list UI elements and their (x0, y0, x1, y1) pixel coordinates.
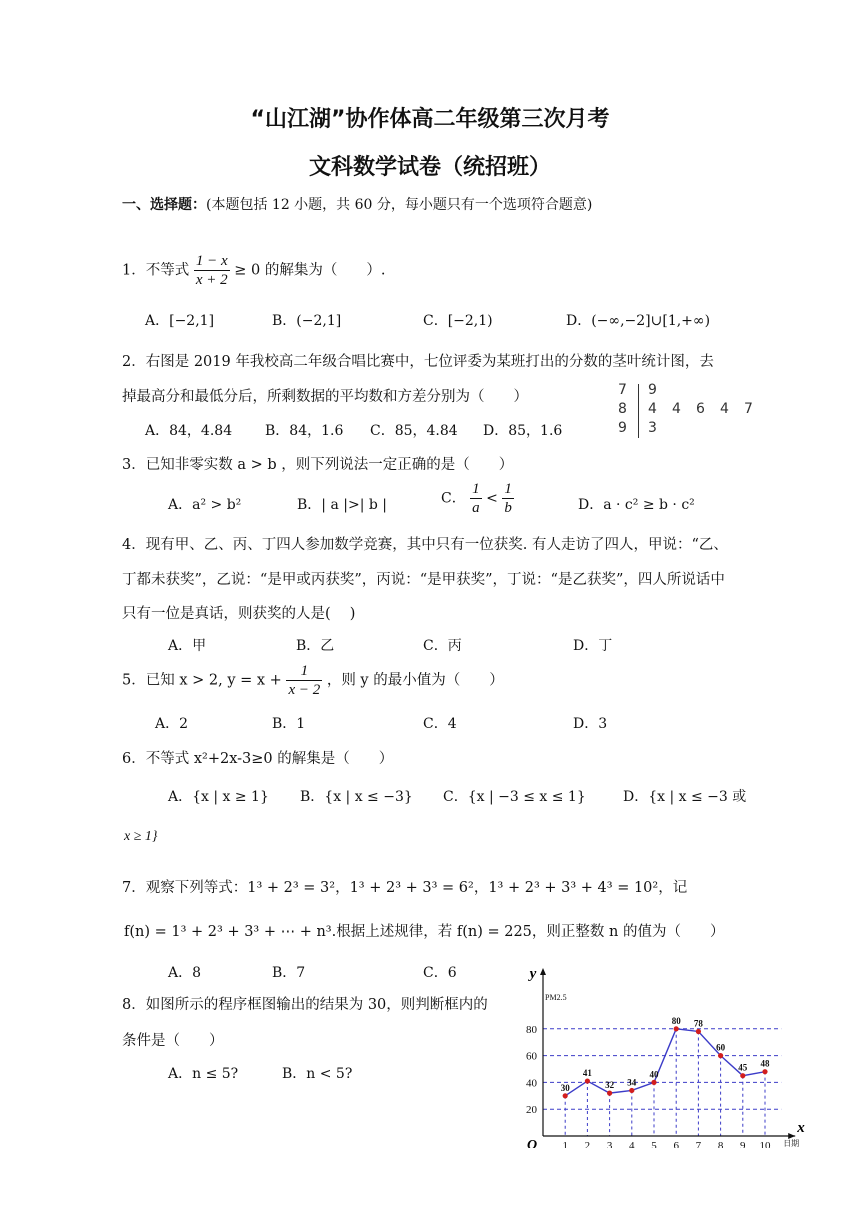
pm25-line-chart (505, 958, 830, 1148)
q6-line: 6．不等式 x²+2x-3≥0 的解集是（ ） (122, 751, 394, 767)
data-label-8: 60 (716, 1042, 726, 1053)
q2-option-c: C．85，4.84 (370, 423, 458, 439)
leaf-8-5: 7 (744, 401, 753, 417)
q5-frac-num: 1 (286, 662, 322, 681)
leaf-7-1: 9 (648, 382, 657, 398)
y-axis-arrow (540, 968, 546, 975)
q7-line1: 7．观察下列等式：1³ + 2³ = 3²，1³ + 2³ + 3³ = 6²，1³ + 2³ + 3³ + 4³ = 10²，记 (122, 880, 688, 896)
data-label-1: 30 (560, 1082, 570, 1093)
q3-option-c (441, 480, 514, 517)
data-label-5: 40 (649, 1069, 659, 1080)
question-5 (122, 662, 504, 699)
question-1 (122, 252, 385, 289)
stem-9: 9 (618, 420, 627, 436)
series-line (565, 1029, 765, 1096)
data-label-2: 41 (582, 1068, 592, 1079)
leaf-8-4: 4 (720, 401, 729, 417)
q2-line2: 掉最高分和最低分后，所剩数据的平均数和方差分别为（ ） (122, 389, 528, 405)
data-label-9: 45 (738, 1062, 748, 1073)
x-tick-label-10: 10 (759, 1140, 771, 1148)
q3-c-num1: 1 (472, 481, 480, 497)
q3-c-frac2 (502, 480, 514, 517)
y-axis-label: y (529, 966, 537, 982)
q3-option-c-label: C． (441, 490, 466, 507)
q5-option-a: A．2 (155, 716, 189, 732)
stem-8: 8 (618, 401, 627, 417)
q5-post: ，则 y 的最小值为（ ） (326, 672, 504, 689)
q2-option-d: D．85，1.6 (483, 423, 563, 439)
q4-line2: 丁都未获奖”，乙说：“是甲或丙获奖”，丙说：“是甲获奖”，丁说：“是乙获奖”，四人所说话中 (122, 572, 725, 588)
q5-pre: 5．已知 x > 2, y = x + (122, 672, 282, 689)
y-tick-label-40: 40 (526, 1077, 537, 1090)
q7-line2: f(n) = 1³ + 2³ + 3³ + ⋯ + n³.根据上述规律，若 f(n) = 225，则正整数 n 的值为（ ） (124, 924, 725, 940)
data-point-9 (740, 1073, 745, 1078)
leaf-9-1: 3 (648, 420, 657, 436)
q2-line1: 2．右图是 2019 年我校高二年级合唱比赛中，七位评委为某班打出的分数的茎叶统计图，去 (122, 354, 714, 370)
q4-option-a: A．甲 (168, 638, 207, 654)
q1-frac-num: 1 − x (195, 253, 228, 269)
section-heading (122, 194, 592, 214)
q3-option-d: D．a · c² ≥ b · c² (578, 497, 695, 513)
x-tick-label-5: 5 (651, 1140, 657, 1148)
q1-pre: 不等式 (145, 262, 190, 279)
data-point-2 (585, 1078, 590, 1083)
x-axis-sublabel: 日期 (783, 1139, 800, 1148)
y-tick-label-80: 80 (526, 1023, 537, 1036)
q4-line1: 4．现有甲、乙、丙、丁四人参加数学竞赛，其中只有一位获奖. 有人走访了四人，甲说：“乙、 (122, 537, 728, 553)
q4-line3: 只有一位是真话，则获奖的人是( ) (122, 606, 356, 622)
q1-fraction (194, 252, 230, 289)
q5-fraction (286, 662, 322, 699)
q4-option-c: C．丙 (423, 638, 462, 654)
x-tick-label-2: 2 (584, 1140, 591, 1148)
q5-frac-den: x − 2 (288, 682, 321, 698)
section-note: (本题包括 12 小题，共 60 分，每小题只有一个选项符合题意) (206, 197, 593, 213)
section-heading-label: 一、选择题： (122, 197, 206, 213)
q6-option-a: A．{x | x ≥ 1} (168, 789, 269, 805)
q1-option-b: B．(−2,1] (272, 313, 342, 329)
data-label-3: 32 (605, 1080, 615, 1091)
q1-option-a: A．[−2,1] (145, 313, 215, 329)
data-label-10: 48 (760, 1058, 770, 1069)
data-point-6 (674, 1026, 679, 1031)
leaf-8-1: 4 (648, 401, 657, 417)
q1-option-d: D．(−∞,−2]∪[1,+∞) (566, 313, 711, 329)
q3-option-a: A．a² > b² (168, 497, 242, 513)
data-point-8 (718, 1053, 723, 1058)
stem-leaf-plot (616, 382, 766, 442)
y-axis-sublabel: PM2.5 (545, 993, 567, 1002)
x-tick-label-1: 1 (562, 1140, 568, 1148)
q3-c-lt: < (486, 490, 498, 507)
q4-option-d: D．丁 (573, 638, 613, 654)
q7-option-c: C．6 (423, 965, 457, 981)
q7-option-b: B．7 (272, 965, 306, 981)
stem-leaf-divider (638, 384, 639, 438)
data-point-4 (629, 1088, 634, 1093)
x-tick-label-4: 4 (629, 1140, 635, 1148)
q3-line: 3．已知非零实数 a > b ，则下列说法一定正确的是（ ） (122, 457, 514, 473)
x-tick-label-6: 6 (673, 1140, 679, 1148)
q1-option-c: C．[−2,1) (423, 313, 493, 329)
q2-option-b: B．84，1.6 (265, 423, 344, 439)
x-tick-label-3: 3 (606, 1140, 613, 1148)
data-label-7: 78 (693, 1018, 703, 1029)
x-axis-label: x (797, 1120, 805, 1136)
q7-option-a: A．8 (168, 965, 202, 981)
chart-svg (505, 958, 830, 1148)
q3-c-den1: a (472, 500, 480, 516)
q3-c-num2: 1 (504, 481, 512, 497)
q6-option-d: D．{x | x ≤ −3 或 (623, 789, 747, 805)
data-point-7 (696, 1029, 701, 1034)
x-tick-label-9: 9 (740, 1140, 746, 1148)
q3-c-frac1 (470, 480, 482, 517)
data-label-6: 80 (671, 1015, 681, 1026)
data-point-3 (607, 1091, 612, 1096)
y-tick-label-60: 60 (526, 1050, 537, 1063)
q8-line1: 8．如图所示的程序框图输出的结果为 30，则判断框内的 (122, 997, 488, 1013)
q5-option-b: B．1 (272, 716, 306, 732)
exam-title-line2: 文科数学试卷（统招班） (308, 155, 551, 180)
q8-option-b: B．n < 5? (282, 1066, 353, 1082)
q1-number: 1． (122, 262, 146, 279)
q5-option-d: D．3 (573, 716, 608, 732)
q8-option-a: A．n ≤ 5? (168, 1066, 239, 1082)
y-tick-label-20: 20 (526, 1104, 537, 1117)
origin-label: O (527, 1138, 538, 1148)
q6-option-c: C．{x | −3 ≤ x ≤ 1} (443, 789, 586, 805)
q8-line2: 条件是（ ） (122, 1033, 224, 1049)
exam-title-line1: “山江湖”协作体高二年级第三次月考 (250, 107, 610, 132)
data-point-1 (563, 1093, 568, 1098)
data-label-4: 34 (627, 1077, 637, 1088)
q5-option-c: C．4 (423, 716, 457, 732)
q1-post: ≥ 0 的解集为（ ）. (234, 262, 386, 279)
q3-option-b: B．| a |>| b | (297, 497, 387, 513)
q3-c-den2: b (504, 500, 512, 516)
data-point-5 (651, 1080, 656, 1085)
leaf-8-2: 4 (672, 401, 681, 417)
stem-7: 7 (618, 382, 627, 398)
data-point-10 (762, 1069, 767, 1074)
q6-option-b: B．{x | x ≤ −3} (300, 789, 413, 805)
q6-option-d-wrap: x ≥ 1} (124, 829, 158, 844)
x-tick-label-7: 7 (695, 1140, 702, 1148)
x-tick-label-8: 8 (717, 1140, 724, 1148)
q2-option-a: A．84，4.84 (145, 423, 233, 439)
q4-option-b: B．乙 (296, 638, 335, 654)
q1-frac-den: x + 2 (195, 272, 228, 288)
leaf-8-3: 6 (696, 401, 705, 417)
